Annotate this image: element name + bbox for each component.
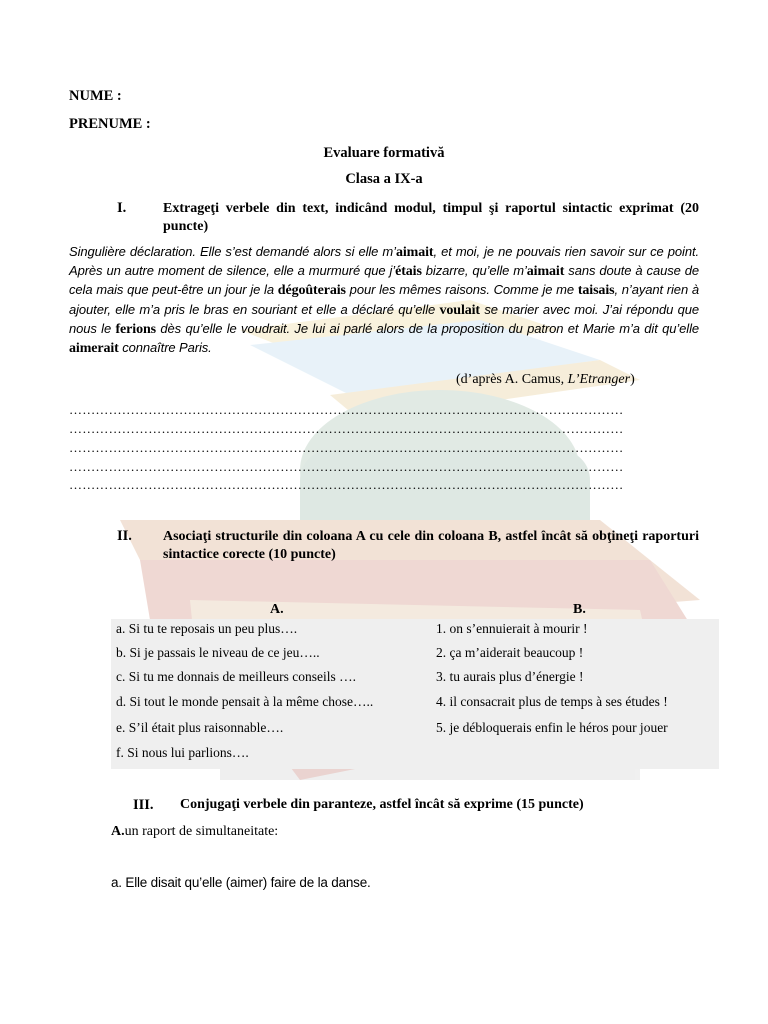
column-b-item: 4. il consacrait plus de temps à ses études ! <box>436 694 668 709</box>
passage-verb: voulait <box>439 302 480 318</box>
passage-verb: aimerait <box>69 341 119 357</box>
section3-number: III. <box>133 797 154 813</box>
passage-verb: étais <box>395 264 422 280</box>
column-a-header: A. <box>270 602 284 617</box>
column-b-item: 3. tu aurais plus d’énergie ! <box>436 669 584 684</box>
column-b-item: 2. ça m’aiderait beaucoup ! <box>436 645 584 660</box>
column-a-item: b. Si je passais le niveau de ce jeu….. <box>116 645 320 660</box>
source-prefix: (d’après A. Camus, <box>456 372 568 387</box>
section3-sub-text: un raport de simultaneitate: <box>124 824 279 839</box>
passage-text: se marier avec moi. J’ai répondu que nous le <box>69 301 699 336</box>
passage-verb: dégoûterais <box>277 283 346 299</box>
answer-line[interactable]: ……………………………………………………………………………………………………………… <box>69 421 624 436</box>
passage-text: dès qu’elle le voudrait. Je lui ai parlé alors de la proposition du patron et Marie m’a dit qu’elle <box>156 320 699 336</box>
passage-text: Singulière déclaration. Elle s’est demandé alors si elle m’ <box>69 244 396 259</box>
section1-instruction: Extrageţi verbele din text, indicând modul, timpul şi raportul sintactic exprimat (20 puncte) <box>163 201 699 234</box>
section1-number: I. <box>117 200 127 216</box>
answer-line[interactable]: ……………………………………………………………………………………………………………… <box>69 440 624 455</box>
passage-text: connaître Paris. <box>118 340 212 356</box>
passage-text: pour les mêmes raisons. Comme je me <box>345 282 578 298</box>
passage-source <box>456 372 635 388</box>
source-title: L’Etranger <box>567 372 631 387</box>
document-title: Evaluare formativă <box>323 145 445 161</box>
answer-line[interactable]: ……………………………………………………………………………………………………………… <box>69 459 624 474</box>
passage-verb: aimait <box>526 264 565 280</box>
answer-line[interactable]: ……………………………………………………………………………………………………………… <box>69 477 624 492</box>
prenume-label: PRENUME : <box>69 116 151 132</box>
nume-label: NUME : <box>69 88 122 104</box>
passage-text: sans doute à cause de cela mais que peut-être un jour je la <box>69 263 700 298</box>
passage-verb: aimait <box>395 245 434 260</box>
column-a-item: a. Si tu te reposais un peu plus…. <box>116 621 298 636</box>
column-b-header: B. <box>573 602 586 617</box>
column-a-item: e. S’il était plus raisonnable…. <box>116 720 284 735</box>
section3-sub-label: A. <box>111 824 125 839</box>
section2-instruction: Asociaţi structurile din coloana A cu cele din coloana B, astfel încât să obţineţi raporturi sintactice corecte (10 puncte) <box>163 529 699 562</box>
column-a-item: f. Si nous lui parlions…. <box>116 745 249 760</box>
column-a-item: d. Si tout le monde pensait à la même chose….. <box>116 694 374 709</box>
answer-line[interactable]: ……………………………………………………………………………………………………………… <box>69 402 624 417</box>
passage-text: , n’ayant rien à ajouter, elle m’a pris le bras en souriant et elle a déclaré qu’elle <box>69 282 699 317</box>
section3-subheading <box>111 824 278 840</box>
source-suffix: ) <box>630 372 635 387</box>
column-a-item: c. Si tu me donnais de meilleurs conseils …. <box>116 669 356 684</box>
passage-verb: ferions <box>115 321 157 337</box>
exercise-item-a: a. Elle disait qu’elle (aimer) faire de la danse. <box>111 875 371 890</box>
section3-instruction: Conjugaţi verbele din paranteze, astfel încât să exprime (15 puncte) <box>180 797 584 812</box>
column-b-item: 5. je débloquerais enfin le héros pour jouer <box>436 720 668 735</box>
passage-verb: taisais <box>577 283 615 299</box>
passage-text: , et moi, je ne pouvais rien savoir sur ce point. Après un autre moment de silence, elle a murmuré que j’ <box>69 244 699 279</box>
passage-text: bizarre, qu’elle m’ <box>421 263 527 279</box>
column-b-item: 1. on s’ennuierait à mourir ! <box>436 621 588 636</box>
section2-number: II. <box>117 528 132 544</box>
class-subtitle: Clasa a IX-a <box>345 171 423 187</box>
camus-passage <box>69 243 699 358</box>
